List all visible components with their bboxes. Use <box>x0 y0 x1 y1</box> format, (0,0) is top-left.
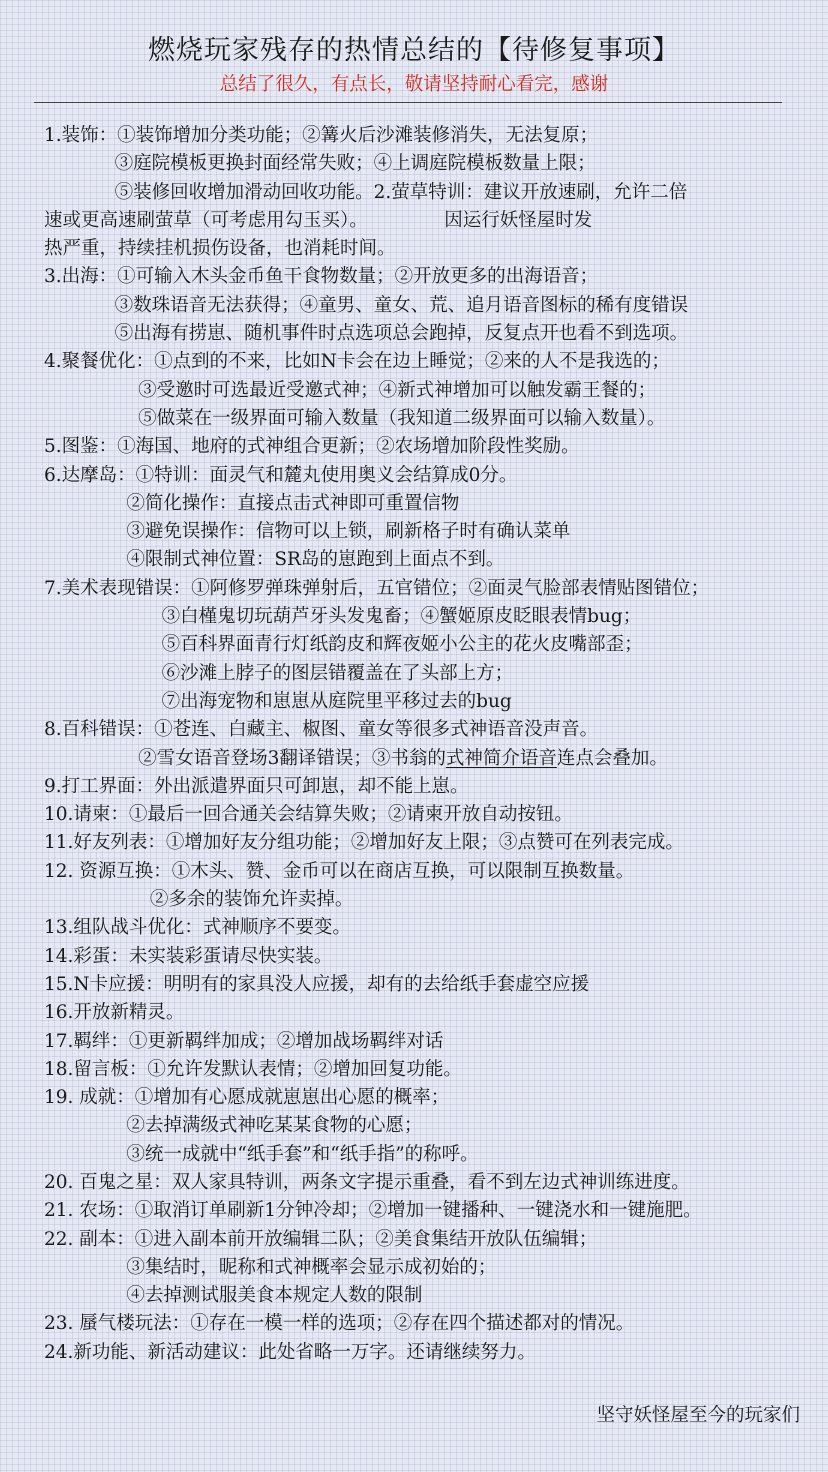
text-segment: ⑤百科界面青行灯纸韵皮和辉夜姬小公主的花火皮嘴部歪； <box>44 634 643 656</box>
text-segment: ②简化操作：直接点击式神即可重置信物 <box>44 492 460 514</box>
text-segment: 24.新功能、新活动建议：此处省略一万字。还请继续努力。 <box>44 1341 536 1363</box>
text-line <box>44 546 814 574</box>
text-line <box>44 1226 814 1254</box>
text-segment: 20. 百鬼之星：双人家具特训，两条文字提示重叠，看不到左边式神训练进度。 <box>44 1171 690 1193</box>
text-line <box>44 292 814 320</box>
issue-list <box>44 122 814 1367</box>
text-line <box>44 263 814 291</box>
text-segment: 15.N卡应援：明明有的家具没人应援，却有的去给纸手套虚空应援 <box>44 973 590 995</box>
text-line <box>44 943 814 971</box>
text-segment: ④限制式神位置：SR岛的崽跑到上面点不到。 <box>44 549 505 571</box>
text-line <box>44 773 814 801</box>
text-segment: ③数珠语音无法获得；④童男、童女、荒、追月语音图标的稀有度错误 <box>44 294 689 316</box>
text-line <box>44 207 814 235</box>
text-line <box>44 1197 814 1225</box>
text-segment: 21. 农场：①取消订单刷新1分钟冷却；②增加一键播种、一键浇水和一键施肥。 <box>44 1200 702 1222</box>
text-line <box>44 971 814 999</box>
text-line <box>44 886 814 914</box>
text-segment: ⑤装修回收增加滑动回收功能。2.萤草特训：建议开放速刷，允许二倍 <box>44 181 688 203</box>
text-line <box>44 575 814 603</box>
text-line <box>44 1112 814 1140</box>
text-segment: 13.组队战斗优化：式神顺序不要变。 <box>44 917 351 939</box>
text-segment: 速或更高速刷萤草（可考虑用勾玉买）。 因运行妖怪屋时发 <box>44 209 593 231</box>
text-line <box>44 716 814 744</box>
text-line <box>44 631 814 659</box>
text-line <box>44 745 814 773</box>
text-line <box>44 829 814 857</box>
text-line <box>44 1084 814 1112</box>
text-line <box>44 490 814 518</box>
text-segment: ⑤做菜在一级界面可输入数量（我知道二级界面可以输入数量）。 <box>44 407 666 429</box>
text-segment: ④去掉测试服美食本规定人数的限制 <box>44 1285 423 1307</box>
text-segment: 14.彩蛋：未实装彩蛋请尽快实装。 <box>44 945 333 967</box>
text-segment: 6.达摩岛：①特训：面灵气和麓丸使用奥义会结算成0分。 <box>44 464 518 486</box>
text-line <box>44 377 814 405</box>
text-segment: 连点会叠加。 <box>556 747 668 769</box>
text-segment: 11.好友列表：①增加好友分组功能；②增加好友上限；③点赞可在列表完成。 <box>44 832 684 854</box>
text-line <box>44 688 814 716</box>
text-line <box>44 1339 814 1367</box>
text-segment: ③集结时，昵称和式神概率会显示成初始的； <box>44 1256 497 1278</box>
text-line <box>44 999 814 1027</box>
text-segment: ⑥沙滩上脖子的图层错覆盖在了头部上方； <box>44 662 514 684</box>
text-segment: 23. 蜃气楼玩法：①存在一模一样的选项；②存在四个描述都对的情况。 <box>44 1313 635 1335</box>
text-segment: 18.留言板：①允许发默认表情；②增加回复功能。 <box>44 1058 462 1080</box>
text-line <box>44 1310 814 1338</box>
text-line <box>44 1254 814 1282</box>
text-segment: 1.装饰：①装饰增加分类功能；②篝火后沙滩装修消失，无法复原； <box>44 125 599 146</box>
page-title: 燃烧玩家残存的热情总结的【待修复事项】 <box>148 35 680 66</box>
text-line <box>44 914 814 942</box>
text-segment: 热严重，持续挂机损伤设备，也消耗时间。 <box>44 238 396 260</box>
text-line <box>44 433 814 461</box>
text-segment: 12. 资源互换：①木头、赞、金币可以在商店互换，可以限制互换数量。 <box>44 860 635 882</box>
text-segment: 16.开放新精灵。 <box>44 1002 185 1024</box>
text-line <box>44 150 814 178</box>
text-line <box>44 660 814 688</box>
signature: 坚守妖怪屋至今的玩家们 <box>596 1405 800 1426</box>
text-segment: ③统一成就中“纸手套”和“纸手指”的称呼。 <box>44 1143 479 1165</box>
text-line <box>44 179 814 207</box>
text-segment: ③受邀时可选最近受邀式神；④新式神增加可以触发霸王餐的； <box>44 379 657 401</box>
text-line <box>44 122 814 150</box>
text-segment: ⑤出海有捞崽、随机事件时点选项总会跑掉，反复点开也看不到选项。 <box>44 323 689 345</box>
text-line <box>44 1056 814 1084</box>
text-line <box>44 462 814 490</box>
text-line <box>44 320 814 348</box>
divider <box>34 102 782 103</box>
text-segment: ③白槿鬼切玩葫芦牙头发鬼畜；④蟹姬原皮眨眼表情bug； <box>44 606 642 628</box>
text-segment: 8.百科错误：①苍连、白藏主、椒图、童女等很多式神语音没声音。 <box>44 719 599 741</box>
text-segment: ③庭院模板更换封面经常失败；④上调庭院模板数量上限； <box>44 153 596 175</box>
text-line <box>44 801 814 829</box>
text-line <box>44 858 814 886</box>
text-segment: 3.出海：①可输入木头金币鱼干食物数量；②开放更多的出海语音； <box>44 266 599 288</box>
text-segment: ②多余的装饰允许卖掉。 <box>44 889 354 911</box>
text-line <box>44 518 814 546</box>
text-line <box>44 603 814 631</box>
text-line <box>44 1169 814 1197</box>
text-segment: 17.羁绊：①更新羁绊加成；②增加战场羁绊对话 <box>44 1030 444 1052</box>
page-subtitle: 总结了很久，有点长，敬请坚持耐心看完，感谢 <box>219 74 609 95</box>
text-segment: ⑦出海宠物和崽崽从庭院里平移过去的bug <box>44 690 512 712</box>
text-line <box>44 1141 814 1169</box>
text-segment: ②去掉满级式神吃某某食物的心愿； <box>44 1115 423 1137</box>
text-line <box>44 405 814 433</box>
text-segment: 10.请柬：①最后一回合通关会结算失败；②请柬开放自动按钮。 <box>44 804 573 826</box>
text-segment: ②雪女语音登场3翻译错误；③书翁的 <box>44 747 446 769</box>
text-line <box>44 348 814 376</box>
text-line <box>44 235 814 263</box>
text-segment: 7.美术表现错误：①阿修罗弹珠弹射后，五官错位；②面灵气脸部表情贴图错位； <box>44 577 710 599</box>
text-segment: 19. 成就：①增加有心愿成就崽崽出心愿的概率； <box>44 1087 450 1109</box>
text-segment: 5.图鉴：①海国、地府的式神组合更新；②农场增加阶段性奖励。 <box>44 436 580 458</box>
text-segment: 4.聚餐优化：①点到的不来，比如N卡会在边上睡觉；②来的人不是我选的； <box>44 351 670 373</box>
text-segment: 22. 副本：①进入副本前开放编辑二队；②美食集结开放队伍编辑； <box>44 1228 598 1250</box>
text-segment: 9.打工界面：外出派遣界面只可卸崽，却不能上崽。 <box>44 775 469 797</box>
text-line <box>44 1028 814 1056</box>
underlined-text: 式神简介语音 <box>445 747 557 769</box>
text-line <box>44 1282 814 1310</box>
text-segment: ③避免误操作：信物可以上锁，刷新格子时有确认菜单 <box>44 521 571 543</box>
